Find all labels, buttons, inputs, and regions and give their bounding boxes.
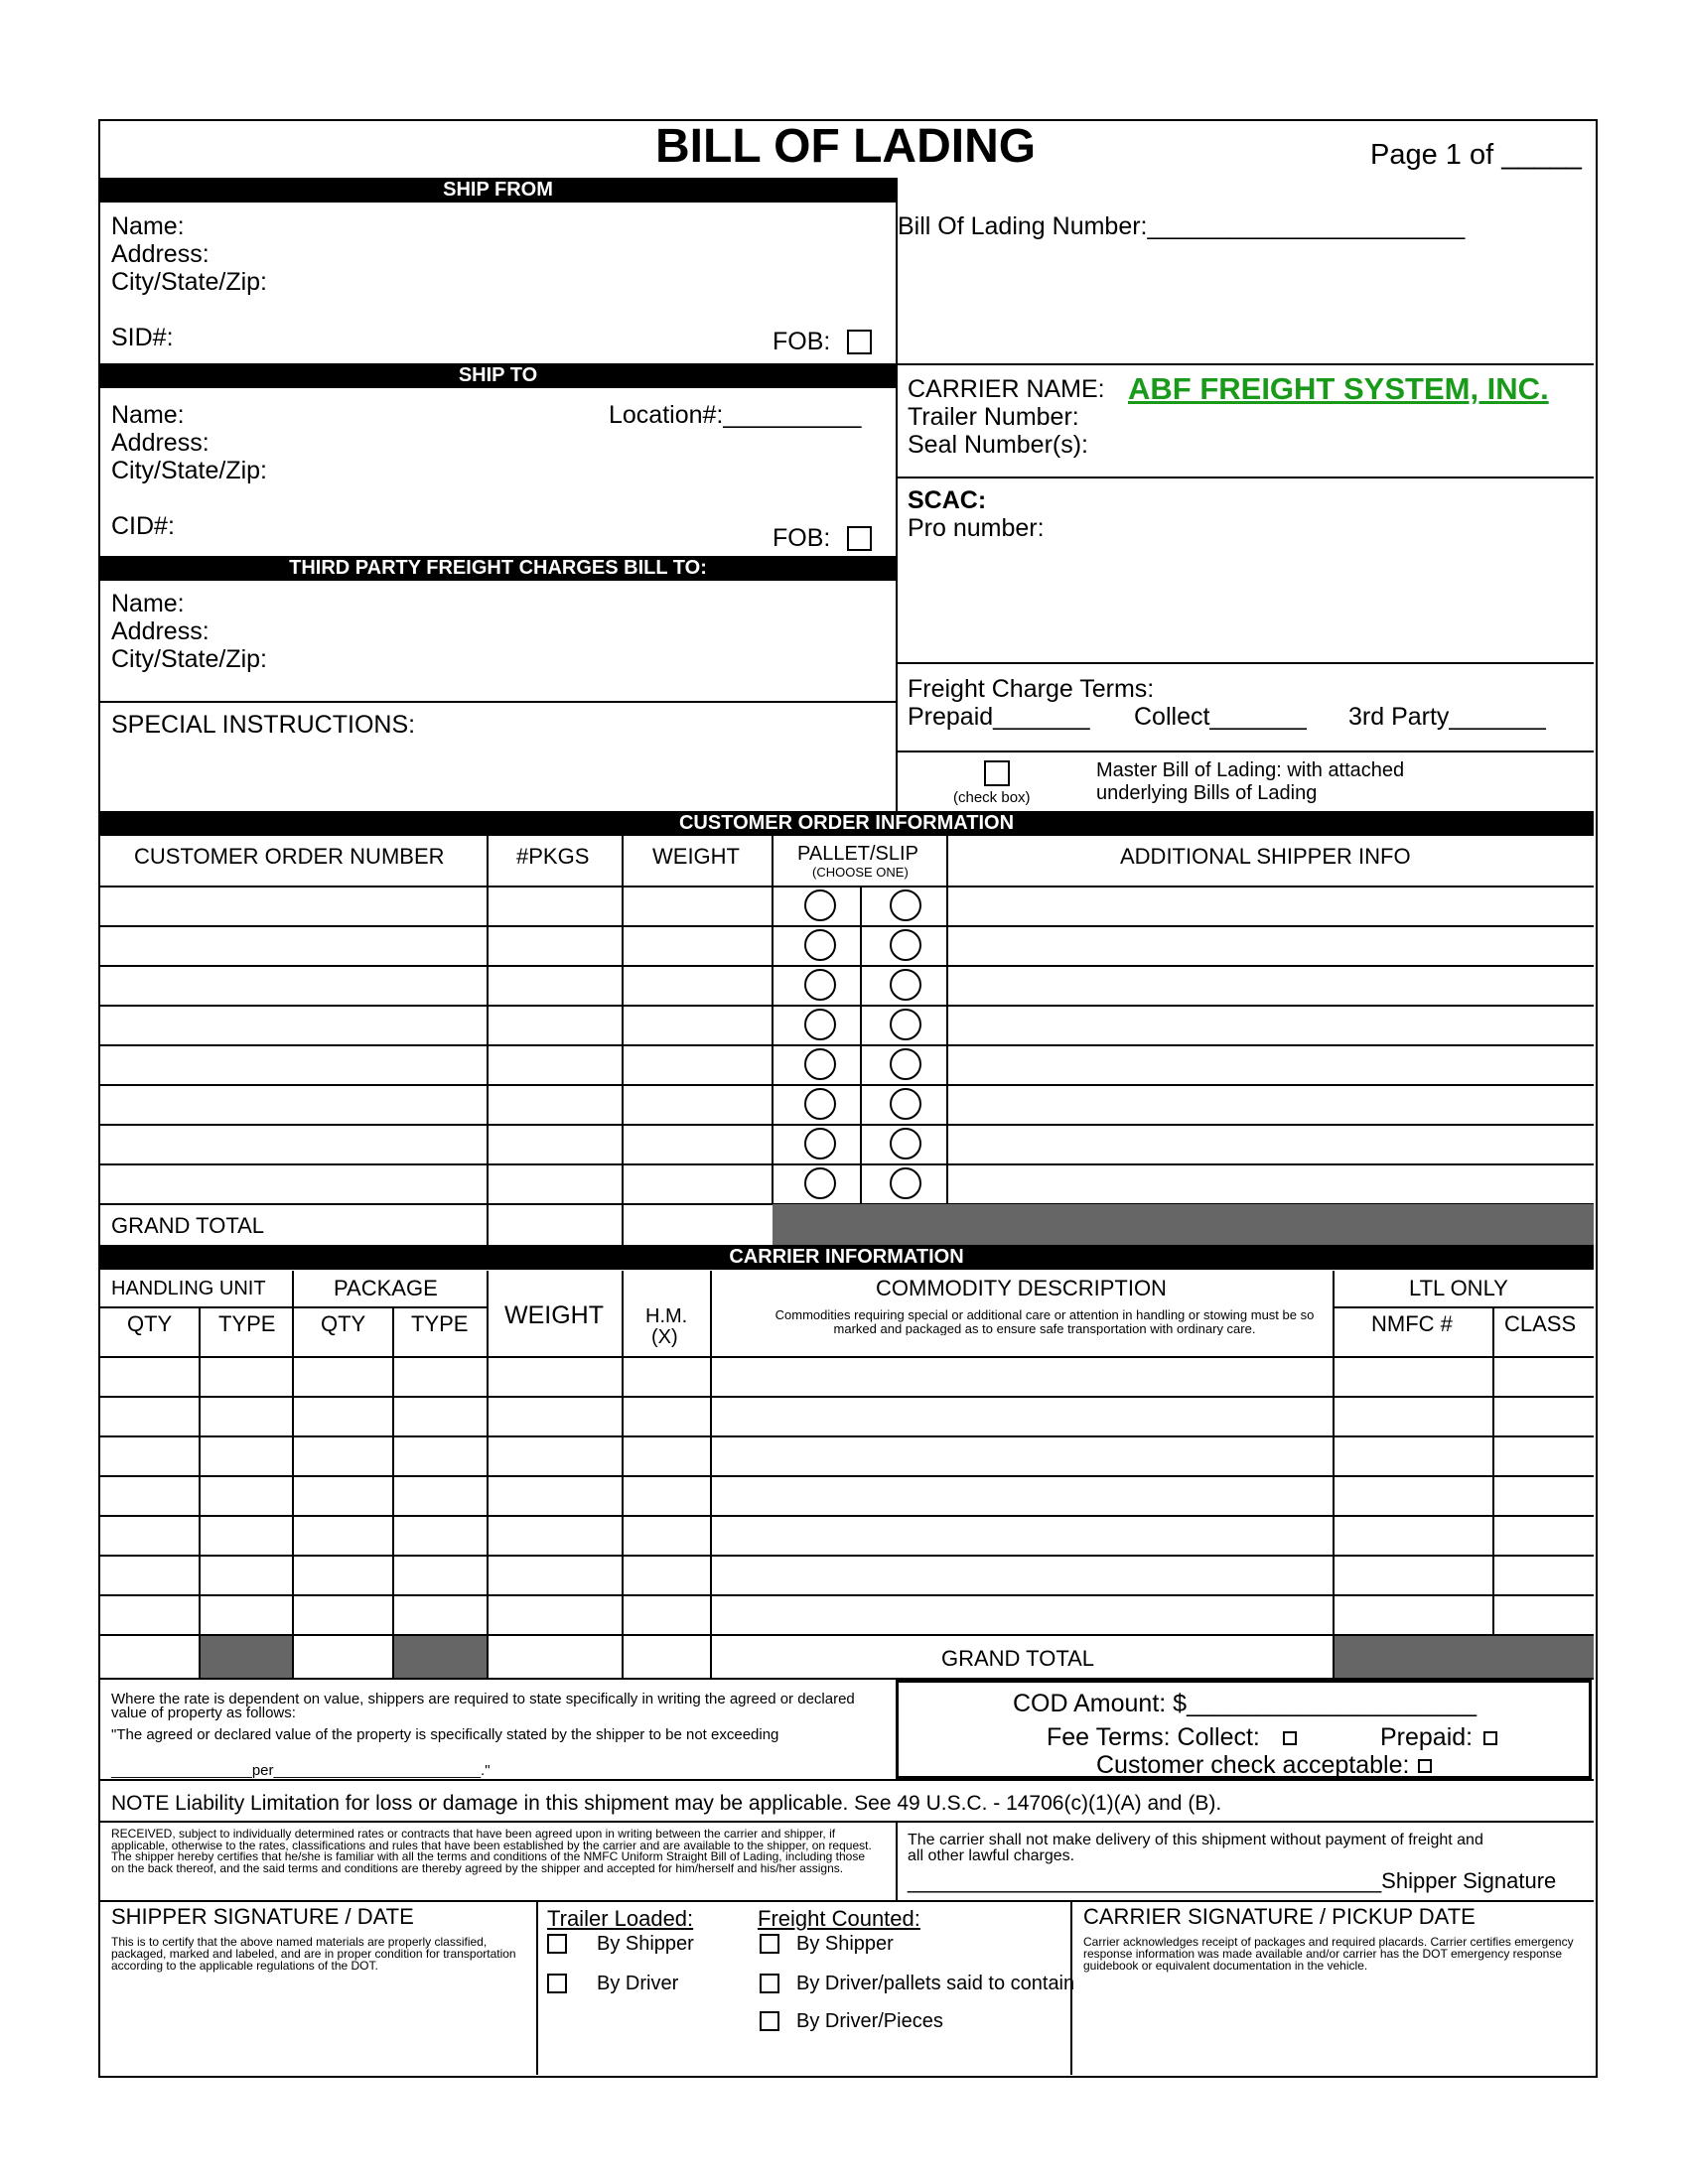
col-pkg-type: TYPE	[411, 1311, 469, 1336]
slip-radio[interactable]	[890, 1128, 921, 1160]
shipper-signature-line[interactable]: _______________________________________Shipper Signature	[908, 1868, 1557, 1893]
fee-terms-prepaid: Prepaid:	[1380, 1723, 1474, 1751]
customer-order-grand-total: GRAND TOTAL	[111, 1213, 265, 1238]
ship-to-location[interactable]: Location#:__________	[609, 401, 862, 429]
pallet-radio[interactable]	[804, 1009, 836, 1040]
ship-to-city[interactable]: City/State/Zip:	[111, 457, 267, 484]
no-delivery-text: The carrier shall not make delivery of this shipment without payment of freight and all other lawful charges.	[908, 1832, 1483, 1864]
third-party-address[interactable]: Address:	[111, 617, 210, 645]
col-line	[292, 1271, 294, 1678]
carrier-sig-title: CARRIER SIGNATURE / PICKUP DATE	[1083, 1904, 1476, 1929]
row-line	[99, 1124, 1594, 1126]
declared-value-line3[interactable]: _________________per_________________________."	[111, 1762, 491, 1779]
customer-check: Customer check acceptable:	[1096, 1751, 1410, 1779]
col-package: PACKAGE	[334, 1276, 438, 1300]
shipper-sig-title: SHIPPER SIGNATURE / DATE	[111, 1904, 414, 1929]
pro-number[interactable]: Pro number:	[908, 514, 1045, 542]
scac-label[interactable]: SCAC:	[908, 486, 987, 514]
col-customer-order-number: CUSTOMER ORDER NUMBER	[134, 844, 445, 869]
ship-to-fob-label: FOB:	[773, 524, 831, 552]
third-party-city[interactable]: City/State/Zip:	[111, 645, 267, 673]
freight-counted-pallets: By Driver/pallets said to contain	[796, 1973, 1075, 1994]
gray-fill	[201, 1636, 292, 1678]
col-line	[622, 1271, 624, 1678]
ship-from-sid[interactable]: SID#:	[111, 324, 174, 351]
freight-counted-pallets-checkbox[interactable]	[760, 1974, 779, 1993]
col-line	[1333, 1271, 1335, 1678]
row-line	[1333, 1306, 1594, 1308]
received-text: RECEIVED, subject to individually determined rates or contracts that have been agreed upon in writing between the carrier and shipper, if applicable, otherwise to the rates, classifications and rules that have been established by the carrier and are available to the shipper, on request. The shipper hereby certifies that he/she is familiar with all the terms and conditions of the NMFC Uniform Straight Bill of Lading, including those on the back thereof, and the said terms and conditions are thereby agreed by the shipper and accepted for him/herself and his/her assigns.	[111, 1827, 872, 1875]
declared-value-line2: "The agreed or declared value of the property is specifically stated by the shipper to be not exceeding	[111, 1726, 779, 1743]
shipper-sig-text: This is to certify that the above named materials are properly classified, packaged, marked and labeled, and are in proper condition for transportation according to the applicable regulations of the DOT.	[111, 1935, 516, 1973]
carrier-name-value[interactable]: ABF FREIGHT SYSTEM, INC.	[1128, 371, 1549, 406]
freight-counted-pieces-checkbox[interactable]	[760, 2011, 779, 2031]
col-ltl-only: LTL ONLY	[1409, 1276, 1508, 1300]
col-line	[392, 1306, 394, 1678]
ship-from-name[interactable]: Name:	[111, 212, 185, 240]
col-line	[622, 836, 624, 1245]
col-line	[772, 836, 774, 1203]
row-line	[99, 925, 1594, 927]
col-handling-unit: HANDLING UNIT	[111, 1278, 266, 1299]
bol-number[interactable]: Bill Of Lading Number:_______________________	[898, 212, 1466, 240]
slip-radio[interactable]	[890, 1088, 921, 1120]
freight-terms-third-party[interactable]: 3rd Party_______	[1348, 703, 1546, 731]
row-line	[99, 1396, 1594, 1398]
row-line	[99, 1356, 1594, 1358]
row-line	[99, 1005, 1594, 1007]
col-weight: WEIGHT	[652, 844, 740, 869]
freight-terms-collect[interactable]: Collect_______	[1134, 703, 1307, 731]
col-additional-info: ADDITIONAL SHIPPER INFO	[1120, 844, 1411, 869]
ship-to-address[interactable]: Address:	[111, 429, 210, 457]
col-hu-qty: QTY	[127, 1311, 173, 1336]
divider	[896, 751, 1594, 752]
trailer-loaded-driver-checkbox[interactable]	[547, 1974, 567, 1993]
ship-to-fob-checkbox[interactable]	[847, 526, 872, 551]
col-line	[487, 1271, 489, 1678]
gray-fill	[1335, 1636, 1594, 1678]
commodity-note: Commodities requiring special or additional care or attention in handling or stowing must be so marked and packaged as to ensure safe transportation with ordinary care.	[774, 1308, 1315, 1335]
freight-counted-shipper-checkbox[interactable]	[760, 1934, 779, 1954]
divider	[896, 477, 1594, 478]
trailer-loaded-title: Trailer Loaded:	[547, 1906, 694, 1931]
ship-from-fob-label: FOB:	[773, 328, 831, 355]
col-hm-x: (X)	[651, 1326, 678, 1348]
ship-from-bar: SHIP FROM	[99, 178, 897, 203]
col-line	[896, 1821, 898, 1900]
third-party-name[interactable]: Name:	[111, 590, 185, 617]
divider	[99, 1821, 1594, 1823]
divider	[99, 1779, 1594, 1781]
col-hu-type: TYPE	[218, 1311, 276, 1336]
center-divider	[896, 178, 898, 815]
carrier-grand-total: GRAND TOTAL	[941, 1646, 1095, 1671]
pallet-radio[interactable]	[804, 889, 836, 921]
seal-number[interactable]: Seal Number(s):	[908, 431, 1088, 459]
customer-check-checkbox[interactable]	[1418, 1759, 1432, 1773]
pallet-radio[interactable]	[804, 1167, 836, 1199]
pallet-radio[interactable]	[804, 929, 836, 961]
row-line	[99, 1435, 1594, 1437]
col-line	[710, 1271, 712, 1678]
fee-terms-collect-checkbox[interactable]	[1283, 1731, 1297, 1745]
ship-to-bar: SHIP TO	[99, 363, 897, 388]
row-line	[99, 1044, 1594, 1046]
ship-from-fob-checkbox[interactable]	[847, 330, 872, 354]
gray-fill	[773, 1204, 1594, 1245]
row-line	[99, 1163, 1594, 1165]
row-line	[99, 886, 1594, 887]
fee-terms-collect: Fee Terms: Collect:	[1047, 1723, 1260, 1751]
fee-terms-prepaid-checkbox[interactable]	[1483, 1731, 1497, 1745]
trailer-loaded-shipper: By Shipper	[597, 1933, 694, 1955]
col-weight: WEIGHT	[504, 1301, 604, 1329]
pallet-radio[interactable]	[804, 969, 836, 1001]
row-line	[99, 1475, 1594, 1477]
carrier-sig-text: Carrier acknowledges receipt of packages and required placards. Carrier certifies emergency response information was made available and/or carrier has the DOT emergency response guidebook or equivalent documentation in the vehicle.	[1083, 1935, 1574, 1973]
ship-to-cid[interactable]: CID#:	[111, 512, 175, 540]
ship-to-name[interactable]: Name:	[111, 401, 185, 429]
freight-terms-prepaid[interactable]: Prepaid_______	[908, 703, 1090, 731]
slip-radio[interactable]	[890, 929, 921, 961]
ship-from-city[interactable]: City/State/Zip:	[111, 268, 267, 296]
liability-note: NOTE Liability Limitation for loss or damage in this shipment may be applicable. See 49 U.S.C. - 14706(c)(1)(A) and (B).	[111, 1792, 1222, 1815]
divider	[896, 662, 1594, 664]
col-hm: H.M.	[645, 1305, 688, 1327]
page-title: BILL OF LADING	[655, 120, 1037, 173]
carrier-info-bar: CARRIER INFORMATION	[99, 1245, 1594, 1270]
cod-amount[interactable]: COD Amount: $_____________________	[1013, 1690, 1477, 1717]
slip-radio[interactable]	[890, 889, 921, 921]
row-line	[99, 1594, 1594, 1596]
col-pallet-slip: PALLET/SLIP	[797, 843, 918, 865]
freight-counted-title: Freight Counted:	[758, 1906, 920, 1931]
master-bol-check-label: (check box)	[953, 789, 1031, 806]
col-line	[860, 886, 862, 1203]
master-bol-checkbox[interactable]	[984, 760, 1010, 786]
pallet-radio[interactable]	[804, 1048, 836, 1080]
col-line	[946, 836, 948, 1203]
slip-radio[interactable]	[890, 969, 921, 1001]
slip-radio[interactable]	[890, 1167, 921, 1199]
divider	[99, 1900, 1594, 1902]
col-nmfc: NMFC #	[1371, 1311, 1453, 1336]
col-line	[487, 836, 489, 1245]
slip-radio[interactable]	[890, 1009, 921, 1040]
row-line	[99, 1515, 1594, 1517]
slip-radio[interactable]	[890, 1048, 921, 1080]
divider	[99, 701, 897, 703]
master-bol-line1: Master Bill of Lading: with attached	[1096, 759, 1405, 781]
row-line	[99, 1084, 1594, 1086]
special-instructions[interactable]: SPECIAL INSTRUCTIONS:	[111, 711, 416, 739]
declared-value-text: Where the rate is dependent on value, shippers are required to state specifically in writing the agreed or declared value of property as follows:	[111, 1691, 855, 1721]
carrier-name-label: CARRIER NAME:	[908, 375, 1105, 403]
trailer-loaded-shipper-checkbox[interactable]	[547, 1934, 567, 1954]
row-line	[99, 965, 1594, 967]
master-bol-line2: underlying Bills of Lading	[1096, 782, 1318, 804]
pallet-radio[interactable]	[804, 1088, 836, 1120]
trailer-number[interactable]: Trailer Number:	[908, 403, 1079, 431]
col-line	[536, 1900, 538, 2075]
freight-counted-shipper: By Shipper	[796, 1933, 894, 1955]
pallet-radio[interactable]	[804, 1128, 836, 1160]
col-class: CLASS	[1504, 1311, 1577, 1336]
customer-order-bar: CUSTOMER ORDER INFORMATION	[99, 811, 1594, 836]
gray-fill	[394, 1636, 487, 1678]
divider	[896, 363, 1594, 365]
trailer-loaded-driver: By Driver	[597, 1973, 679, 1994]
col-line	[199, 1306, 201, 1678]
col-commodity: COMMODITY DESCRIPTION	[876, 1276, 1167, 1300]
ship-from-address[interactable]: Address:	[111, 240, 210, 268]
col-pkg-qty: QTY	[321, 1311, 366, 1336]
third-party-bar: THIRD PARTY FREIGHT CHARGES BILL TO:	[99, 556, 897, 581]
col-pkgs: #PKGS	[516, 844, 590, 869]
col-pallet-sub: (CHOOSE ONE)	[812, 865, 909, 880]
page-count-label[interactable]: Page 1 of _____	[1370, 139, 1582, 171]
row-line	[99, 1555, 1594, 1557]
freight-terms-title: Freight Charge Terms:	[908, 675, 1155, 703]
col-line	[1492, 1306, 1494, 1678]
freight-counted-pieces: By Driver/Pieces	[796, 2010, 943, 2032]
